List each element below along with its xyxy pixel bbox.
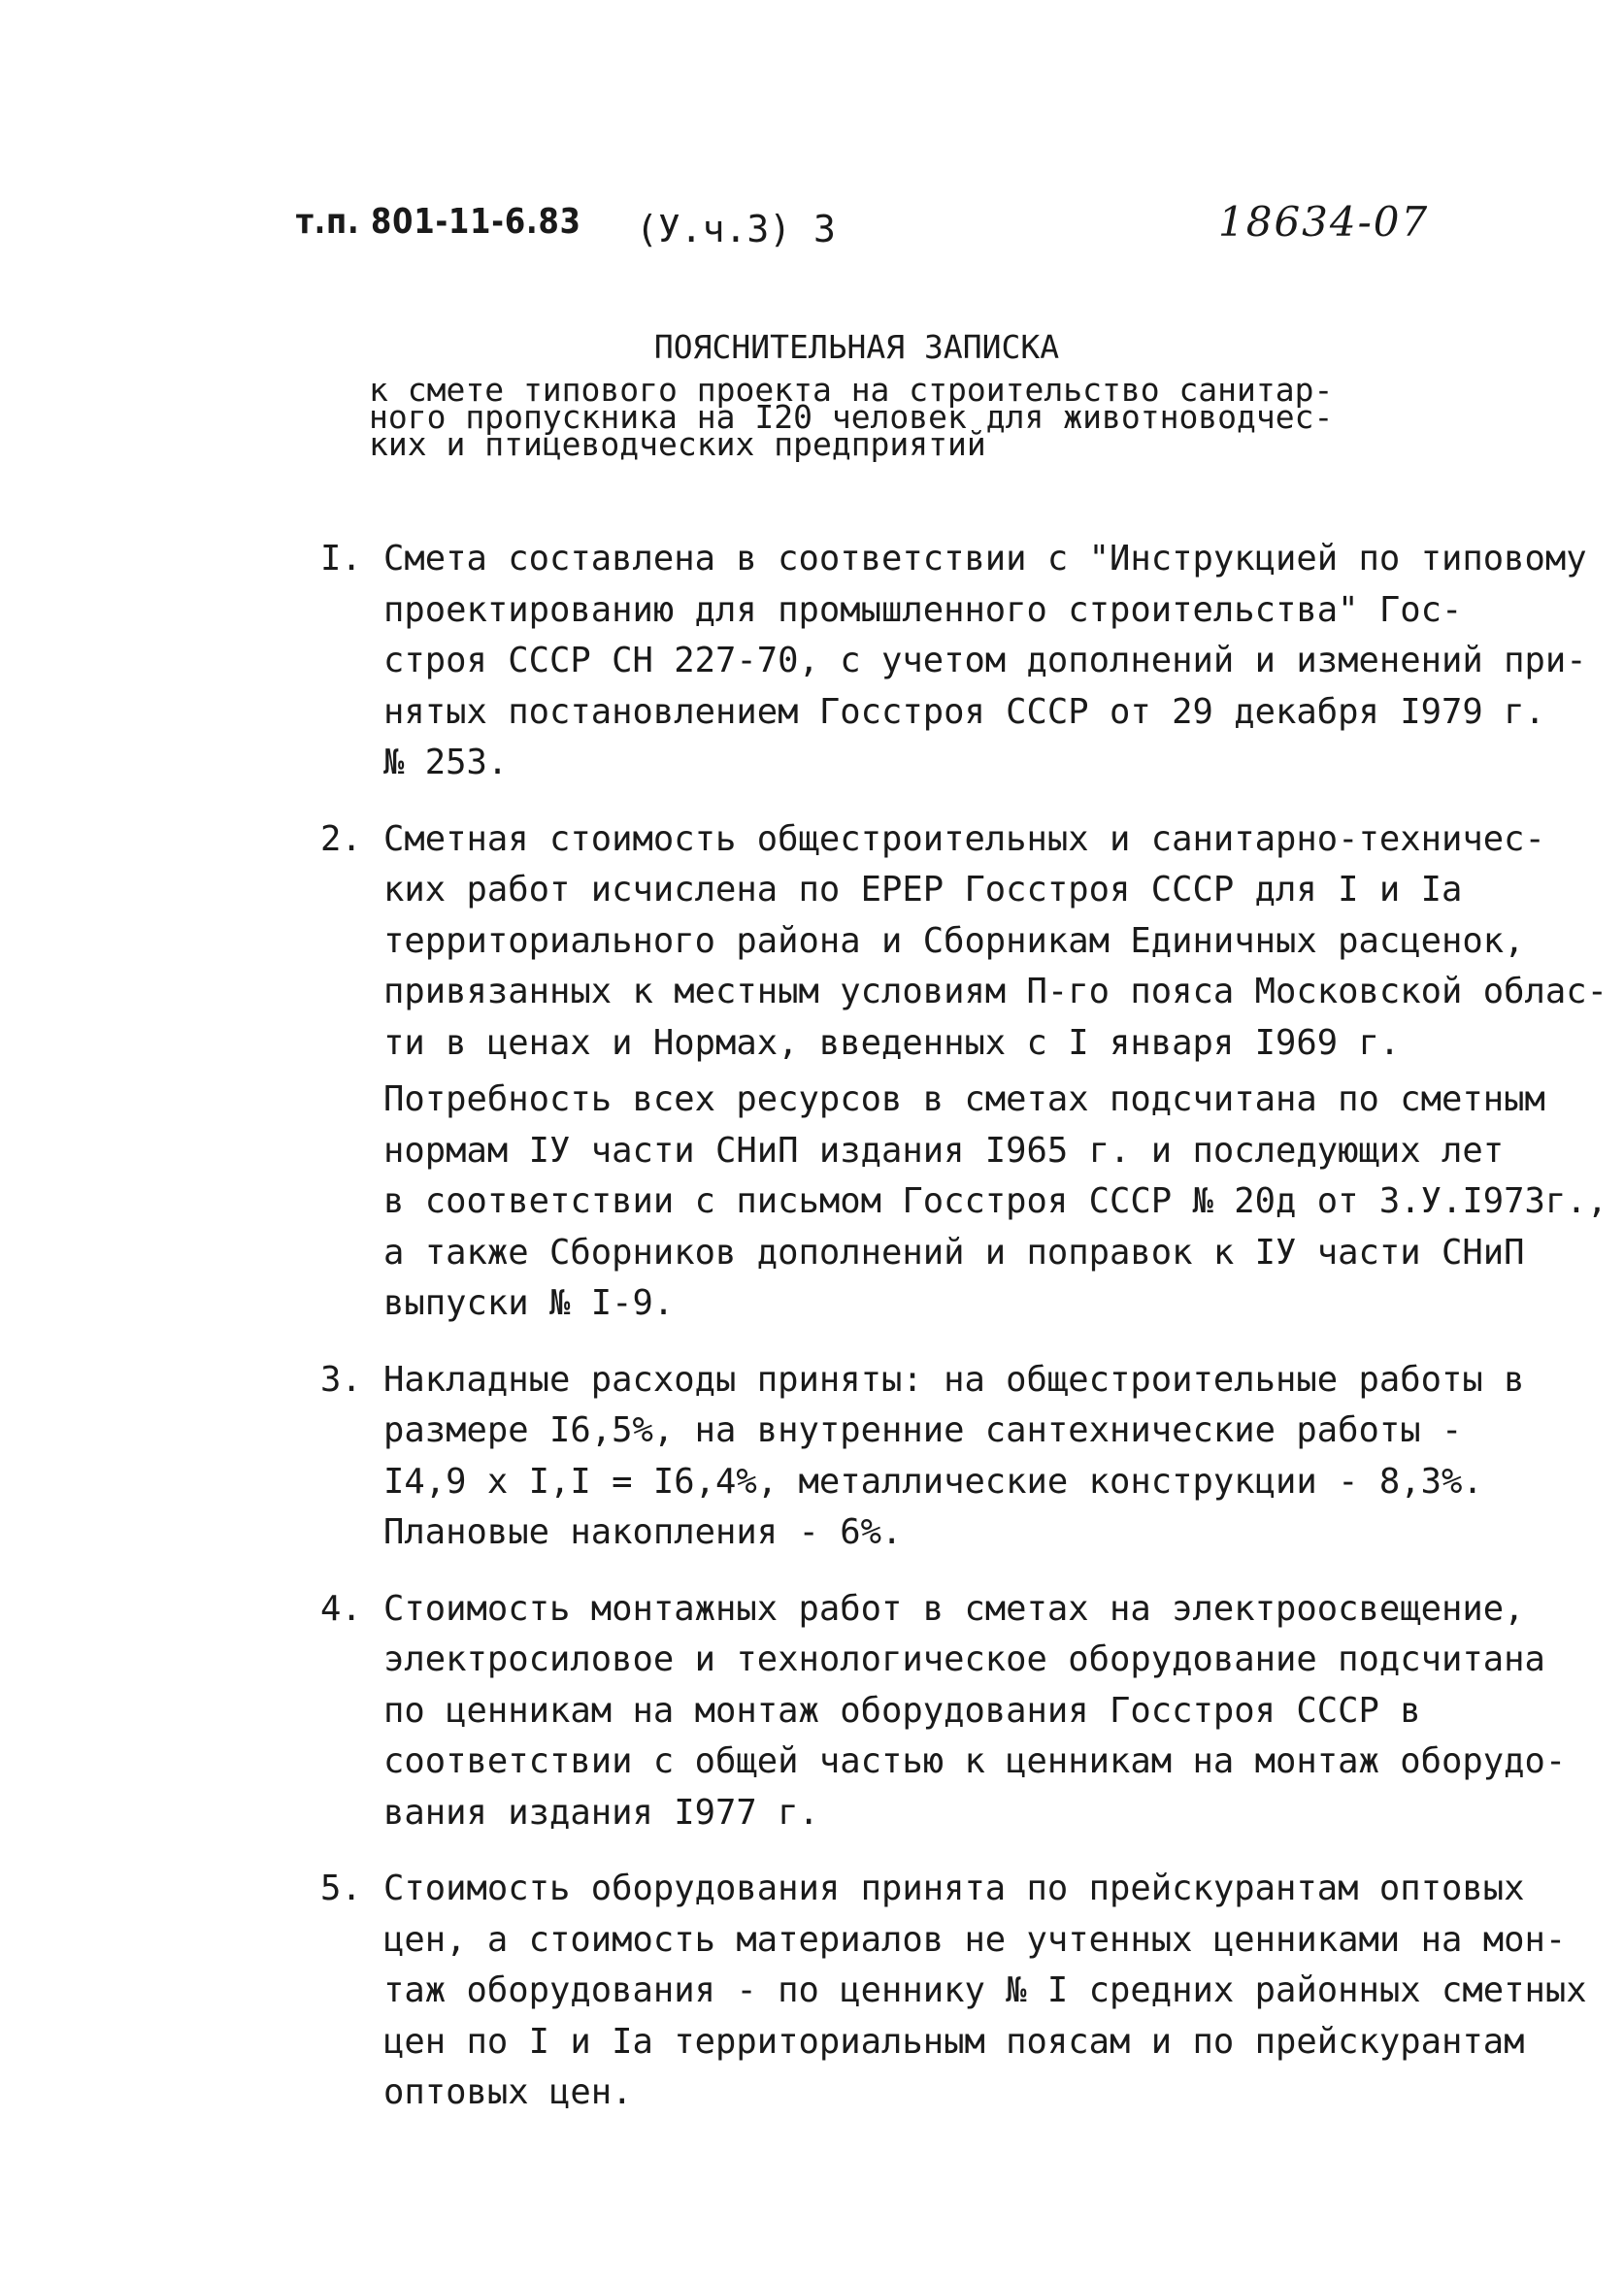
item-number: 5. bbox=[320, 1869, 362, 1908]
item-number: 3. bbox=[320, 1359, 362, 1400]
volume-page-label: (У.ч.3) 3 bbox=[636, 208, 836, 250]
list-item bbox=[315, 814, 1607, 1330]
item-line: территориального района и Сборникам Единичных расценок, bbox=[383, 920, 1525, 961]
item-line: I4,9 х I,I = I6,4%, металлические конструкции - 8,3%. bbox=[383, 1461, 1483, 1502]
item-line: в соответствии с письмом Госстроя СССР № 20д от 3.У.I973г., bbox=[383, 1181, 1607, 1221]
handwritten-number: 18634-07 bbox=[1218, 198, 1430, 246]
list-item bbox=[315, 1584, 1587, 1839]
item-line: размере I6,5%, на внутренние сантехнические работы - bbox=[383, 1410, 1463, 1450]
item-line: выпуски № I-9. bbox=[383, 1283, 675, 1323]
document-code: т.п. 801-11-6.83 bbox=[296, 202, 581, 242]
numbered-list bbox=[315, 534, 1607, 2119]
item-line: оптовых цен. bbox=[383, 2072, 633, 2112]
item-line: Смета составлена в соответствии с "Инструкцией по типовому bbox=[383, 539, 1587, 579]
item-line: нятых постановлением Госстроя СССР от 29 декабря I979 г. bbox=[383, 691, 1545, 732]
item-number: 4. bbox=[320, 1588, 362, 1629]
item-line: Стоимость монтажных работ в сметах на электроосвещение, bbox=[383, 1588, 1525, 1629]
item-line: строя СССР СН 227-70, с учетом дополнений и изменений при- bbox=[383, 641, 1587, 680]
item-line: а также Сборников дополнений и поправок к IУ части СНиП bbox=[383, 1232, 1525, 1273]
item-line: проектированию для промышленного строительства" Гос- bbox=[383, 589, 1463, 630]
item-line: Потребность всех ресурсов в сметах подсчитана по сметным bbox=[383, 1079, 1545, 1119]
subtitle-line: к смете типового проекта на строительство санитар- bbox=[369, 371, 1334, 409]
item-line: ти в ценах и Нормах, введенных с I января I969 г. bbox=[383, 1022, 1401, 1063]
list-item bbox=[315, 1355, 1587, 1559]
list-item bbox=[315, 534, 1587, 789]
subtitle bbox=[369, 371, 1417, 463]
item-line: цен, а стоимость материалов не учтенных ценниками на мон- bbox=[383, 1919, 1567, 1960]
item-line: таж оборудования - по ценнику № I средних районных сметных bbox=[383, 1970, 1587, 2010]
item-line: № 253. bbox=[383, 743, 509, 782]
subtitle-line: ного пропускника на I20 человек для животноводчес- bbox=[369, 398, 1334, 436]
item-line: ких работ исчислена по ЕРЕР Госстроя СССР для I и Iа bbox=[383, 870, 1463, 910]
item-line: по ценникам на монтаж оборудования Госстроя СССР в bbox=[383, 1690, 1421, 1731]
item-line: соответствии с общей частью к ценникам на монтаж оборудо- bbox=[383, 1741, 1567, 1781]
item-line: привязанных к местным условиям П-го пояса Московской облас- bbox=[383, 972, 1607, 1011]
item-line: вания издания I977 г. bbox=[383, 1792, 819, 1833]
item-line: электросиловое и технологическое оборудование подсчитана bbox=[383, 1639, 1545, 1679]
subtitle-line: ких и птицеводческих предприятий bbox=[369, 425, 986, 463]
list-item bbox=[315, 1864, 1587, 2119]
item-line: Накладные расходы приняты: на общестроительные работы в bbox=[383, 1359, 1525, 1400]
item-line: нормам IУ части СНиП издания I965 г. и последующих лет bbox=[383, 1130, 1505, 1171]
item-line: цен по I и Iа территориальным поясам и по прейскурантам bbox=[383, 2021, 1525, 2062]
item-line: Стоимость оборудования принята по прейскурантам оптовых bbox=[383, 1869, 1525, 1908]
item-number: 2. bbox=[320, 818, 362, 859]
item-line: Сметная стоимость общестроительных и санитарно-техничес- bbox=[383, 818, 1545, 859]
item-number: I. bbox=[320, 539, 362, 579]
item-line: Плановые накопления - 6%. bbox=[383, 1512, 903, 1552]
page-title: ПОЯСНИТЕЛЬНАЯ ЗАПИСКА bbox=[653, 328, 1060, 366]
